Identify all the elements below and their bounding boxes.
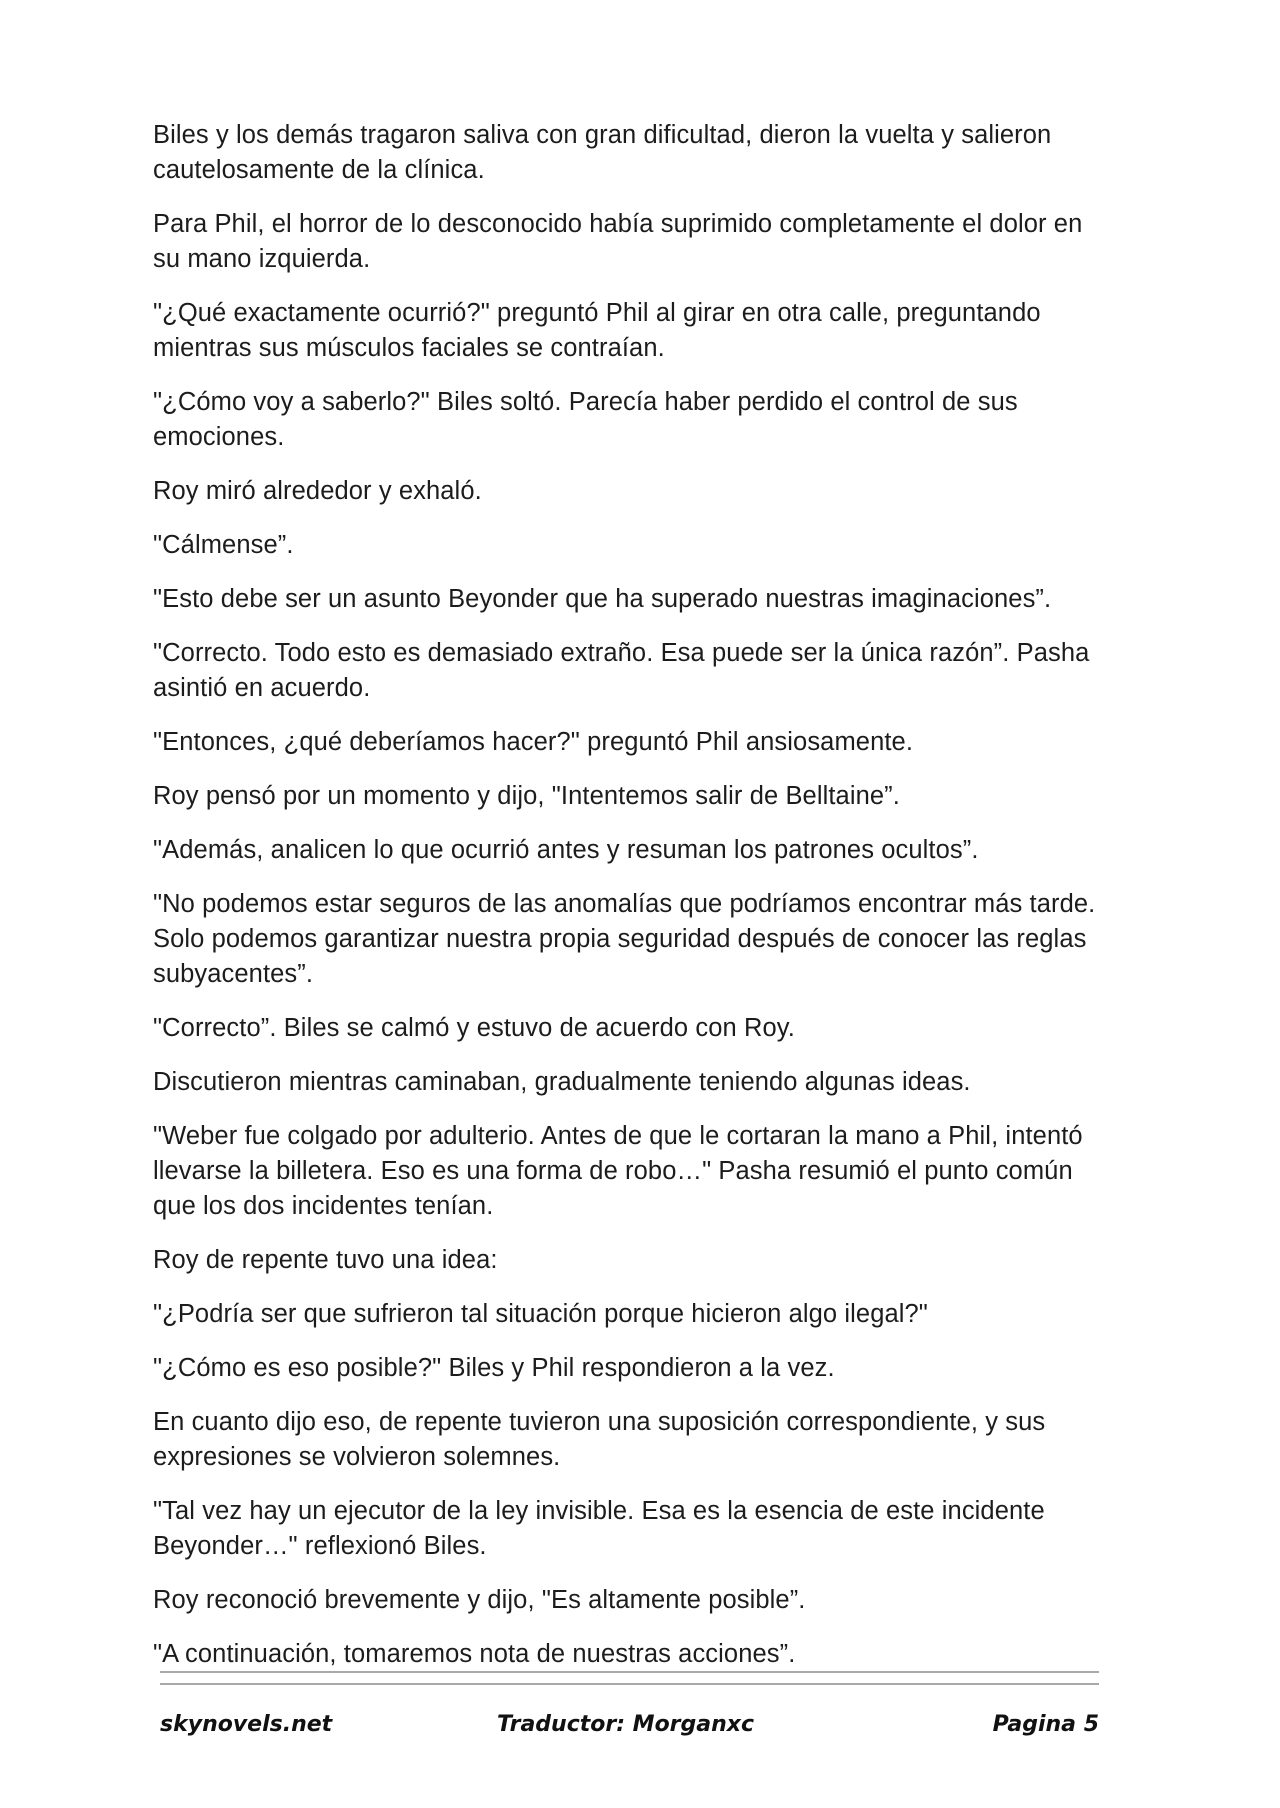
paragraph: "¿Cómo es eso posible?" Biles y Phil respondieron a la vez.: [153, 1354, 835, 1382]
paragraph: Roy miró alrededor y exhaló.: [153, 477, 482, 505]
paragraph: Roy pensó por un momento y dijo, "Intentemos salir de Belltaine”.: [153, 782, 900, 810]
paragraph: "Weber fue colgado por adulterio. Antes de que le cortaran la mano a Phil, intentó llevarse la billetera. Eso es una forma de robo…" Pasha resumió el punto común que los dos incidentes tenían.: [153, 1122, 1083, 1220]
footer-translator: Traductor: Morganxc: [497, 1712, 755, 1737]
page-footer: [160, 1712, 1099, 1746]
paragraph: "Esto debe ser un asunto Beyonder que ha superado nuestras imaginaciones”.: [153, 585, 1052, 613]
paragraph: "¿Podría ser que sufrieron tal situación porque hicieron algo ilegal?": [153, 1300, 928, 1328]
document-body: [153, 118, 1113, 1691]
paragraph: "No podemos estar seguros de las anomalías que podríamos encontrar más tarde. Solo podemos garantizar nuestra propia seguridad después de conocer las reglas subyacentes”.: [153, 890, 1096, 988]
paragraph: Para Phil, el horror de lo desconocido había suprimido completamente el dolor en su mano izquierda.: [153, 210, 1083, 273]
paragraph: "Cálmense”.: [153, 531, 294, 559]
paragraph: "Tal vez hay un ejecutor de la ley invisible. Esa es la esencia de este incidente Beyonder…" reflexionó Biles.: [153, 1497, 1045, 1560]
paragraph: En cuanto dijo eso, de repente tuvieron una suposición correspondiente, y sus expresiones se volvieron solemnes.: [153, 1408, 1046, 1471]
paragraph: "Además, analicen lo que ocurrió antes y resuman los patrones ocultos”.: [153, 836, 979, 864]
paragraph: Roy de repente tuvo una idea:: [153, 1246, 498, 1274]
footer-divider-bottom: [160, 1683, 1099, 1685]
footer-site-name: skynovels.net: [160, 1712, 333, 1737]
paragraph: "Entonces, ¿qué deberíamos hacer?" preguntó Phil ansiosamente.: [153, 728, 914, 756]
paragraph: "¿Qué exactamente ocurrió?" preguntó Phil al girar en otra calle, preguntando mientras sus músculos faciales se contraían.: [153, 299, 1041, 362]
paragraph: "A continuación, tomaremos nota de nuestras acciones”.: [153, 1640, 796, 1668]
paragraph: "Correcto”. Biles se calmó y estuvo de acuerdo con Roy.: [153, 1014, 795, 1042]
paragraph: Roy reconoció brevemente y dijo, "Es altamente posible”.: [153, 1586, 806, 1614]
paragraph: "¿Cómo voy a saberlo?" Biles soltó. Parecía haber perdido el control de sus emociones.: [153, 388, 1018, 451]
paragraph: Biles y los demás tragaron saliva con gran dificultad, dieron la vuelta y salieron cautelosamente de la clínica.: [153, 121, 1052, 184]
footer-page-number: Pagina 5: [992, 1712, 1099, 1737]
paragraph: "Correcto. Todo esto es demasiado extraño. Esa puede ser la única razón”. Pasha asintió en acuerdo.: [153, 639, 1090, 702]
footer-divider-top: [160, 1671, 1099, 1673]
paragraph: Discutieron mientras caminaban, gradualmente teniendo algunas ideas.: [153, 1068, 971, 1096]
